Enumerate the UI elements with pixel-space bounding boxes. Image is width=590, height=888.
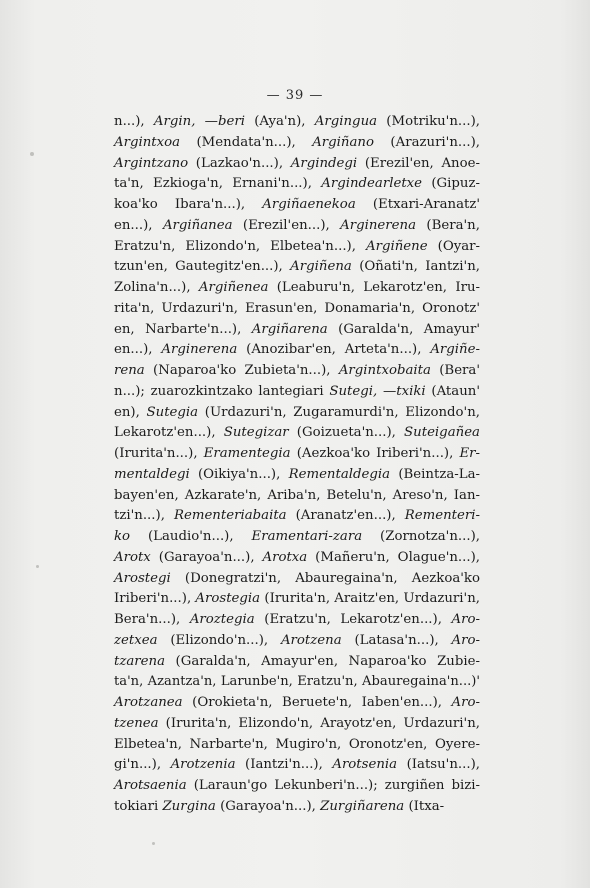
italic-term: Arotsenia bbox=[332, 757, 398, 773]
text-segment: tzi'n...), bbox=[114, 508, 174, 524]
text-segment: (Laraun'go Lekunberi'n...); zurgiñen bizi- bbox=[186, 778, 480, 793]
text-segment: (Goizueta'n...), bbox=[288, 425, 405, 441]
italic-term: Argingua bbox=[314, 114, 378, 129]
text-segment: (Aezkoa'ko Iriberi'n...), bbox=[290, 446, 460, 461]
text-line bbox=[114, 652, 480, 673]
italic-term: mentaldegi bbox=[114, 466, 190, 482]
italic-term: Arotx bbox=[114, 549, 151, 565]
text-segment: (Arazuri'n...), bbox=[374, 134, 481, 150]
italic-term: Arotsaenia bbox=[114, 778, 187, 793]
italic-term: Sutegizar bbox=[223, 425, 289, 441]
text-line bbox=[114, 299, 480, 320]
text-segment: en), bbox=[114, 404, 147, 420]
text-segment: (Bera'n, bbox=[416, 217, 480, 233]
italic-term: Sutegia bbox=[146, 404, 199, 420]
text-segment: Iriberi'n...), bbox=[114, 591, 196, 607]
text-line bbox=[114, 465, 480, 486]
italic-term: Eramentegia bbox=[203, 446, 291, 461]
text-segment: en...), bbox=[114, 342, 162, 358]
text-segment: en...), bbox=[114, 217, 163, 233]
text-segment: Zolina'n...), bbox=[114, 280, 199, 295]
italic-term: Argintxobaita bbox=[338, 363, 431, 378]
text-segment: ta'n, Ezkioga'n, Ernani'n...), bbox=[114, 176, 322, 192]
page-smudge bbox=[152, 842, 155, 845]
text-segment: koa'ko Ibara'n...), bbox=[114, 197, 263, 212]
page-smudge bbox=[36, 565, 39, 568]
body-text bbox=[114, 112, 480, 818]
text-segment: (Zornotza'n...), bbox=[362, 529, 480, 544]
text-segment: (Beintza-La- bbox=[390, 466, 480, 482]
text-segment: ta'n, Azantza'n, Larunbe'n, Eratzu'n, Abauregaina'n...)' bbox=[114, 674, 480, 690]
text-segment: (Leaburu'n, Lekarotz'en, Iru- bbox=[268, 280, 480, 295]
italic-term: Aroztegia bbox=[189, 612, 255, 627]
text-line bbox=[114, 693, 480, 714]
text-segment: (Motriku'n...), bbox=[377, 114, 480, 129]
text-segment: (Erezil'en...), bbox=[232, 217, 341, 233]
text-segment: (Aranatz'en...), bbox=[286, 508, 405, 524]
text-line bbox=[114, 320, 480, 341]
italic-term: Rementeri- bbox=[404, 508, 480, 524]
text-line bbox=[114, 340, 480, 361]
italic-term: Arostegi bbox=[114, 570, 171, 586]
text-segment: (Garalda'n, Amayur'en, Naparoa'ko Zubie- bbox=[165, 653, 480, 669]
text-segment: (Irurita'n...), bbox=[114, 446, 204, 461]
italic-term: Arginerena bbox=[161, 342, 238, 358]
italic-term: Arotzena bbox=[280, 632, 342, 648]
text-segment: (Irurita'n, Araitz'en, Urdazuri'n, bbox=[260, 591, 480, 607]
text-segment: (Iantzi'n...), bbox=[235, 757, 333, 773]
text-line bbox=[114, 278, 480, 299]
text-line bbox=[114, 423, 480, 444]
text-segment: Eratzu'n, Elizondo'n, Elbetea'n...), bbox=[114, 238, 366, 254]
text-line bbox=[114, 776, 480, 797]
text-line bbox=[114, 527, 480, 548]
text-line bbox=[114, 257, 480, 278]
italic-term: Suteigañea bbox=[404, 425, 480, 441]
text-line bbox=[114, 610, 480, 631]
page-number: — 39 — bbox=[266, 88, 324, 103]
italic-term: Rementeriabaita bbox=[173, 508, 287, 524]
text-line bbox=[114, 569, 480, 590]
text-line bbox=[114, 174, 480, 195]
text-segment: (Orokieta'n, Beruete'n, Iaben'en...), bbox=[182, 695, 452, 710]
italic-term: Argiñena bbox=[290, 259, 352, 275]
text-segment: (Laudio'n...), bbox=[130, 529, 252, 544]
italic-term: Aro- bbox=[451, 612, 480, 627]
text-segment: (Donegratzi'n, Abauregaina'n, Aezkoa'ko bbox=[170, 570, 480, 586]
italic-term: Argiñene bbox=[366, 238, 428, 254]
text-line bbox=[114, 672, 480, 693]
text-line bbox=[114, 112, 480, 133]
text-line bbox=[114, 486, 480, 507]
italic-term: Sutegi, —txiki bbox=[329, 383, 426, 399]
italic-term: Aro- bbox=[451, 695, 480, 710]
italic-term: Argiñanea bbox=[162, 217, 233, 233]
italic-term: Er- bbox=[459, 446, 480, 461]
italic-term: zetxea bbox=[114, 632, 158, 648]
text-segment: (Bera' bbox=[430, 363, 480, 378]
text-segment: n...), bbox=[114, 114, 154, 129]
text-segment: (Lazkao'n...), bbox=[188, 155, 291, 171]
text-line bbox=[114, 589, 480, 610]
text-segment: rita'n, Urdazuri'n, Erasun'en, Donamaria'n, Oronotz' bbox=[114, 300, 480, 316]
text-line bbox=[114, 755, 480, 776]
text-line bbox=[114, 506, 480, 527]
italic-term: Argintxoa bbox=[114, 134, 181, 150]
text-segment: (Oikiya'n...), bbox=[189, 466, 289, 482]
italic-term: tzenea bbox=[114, 715, 159, 731]
text-segment: (Aya'n), bbox=[244, 114, 315, 129]
text-segment: (Iatsu'n...), bbox=[397, 757, 480, 773]
italic-term: Argiñe- bbox=[430, 342, 480, 358]
text-segment: (Garayoa'n...), bbox=[150, 549, 263, 565]
page-smudge bbox=[30, 152, 34, 156]
italic-term: Argiñano bbox=[312, 134, 374, 150]
text-segment: (Anozibar'en, Arteta'n...), bbox=[237, 342, 431, 358]
text-segment: Lekarotz'en...), bbox=[114, 425, 224, 441]
italic-term: Arostegia bbox=[195, 591, 261, 607]
italic-term: Arginerena bbox=[340, 217, 417, 233]
italic-term: tzarena bbox=[114, 653, 165, 669]
italic-term: Argiñenea bbox=[198, 280, 269, 295]
text-segment: (Mendata'n...), bbox=[180, 134, 313, 150]
text-segment: (Erezil'en, Anoe- bbox=[357, 155, 480, 171]
text-segment: (Gipuz- bbox=[422, 176, 480, 192]
italic-term: rena bbox=[114, 363, 145, 378]
text-line bbox=[114, 444, 480, 465]
text-line bbox=[114, 735, 480, 756]
text-line bbox=[114, 237, 480, 258]
text-segment: (Elizondo'n...), bbox=[157, 632, 281, 648]
text-segment: (Irurita'n, Elizondo'n, Arayotz'en, Urdazuri'n, bbox=[158, 715, 480, 731]
italic-term: Argindearletxe bbox=[321, 176, 423, 192]
text-line bbox=[114, 361, 480, 382]
text-segment: (Oñati'n, Iantzi'n, bbox=[351, 259, 480, 275]
text-line bbox=[114, 797, 480, 818]
text-segment: bayen'en, Azkarate'n, Ariba'n, Betelu'n, Areso'n, Ian- bbox=[114, 487, 480, 503]
text-line bbox=[114, 631, 480, 652]
italic-term: Rementaldegia bbox=[288, 466, 391, 482]
text-segment: tzun'en, Gautegitz'en...), bbox=[114, 259, 291, 275]
italic-term: Argiñarena bbox=[251, 321, 328, 337]
italic-term: Argindegi bbox=[290, 155, 358, 171]
text-line bbox=[114, 195, 480, 216]
text-segment: (Urdazuri'n, Zugaramurdi'n, Elizondo'n, bbox=[198, 404, 480, 420]
text-line bbox=[114, 403, 480, 424]
text-segment: (Oyar- bbox=[427, 238, 481, 254]
text-segment: (Eratzu'n, Lekarotz'en...), bbox=[254, 612, 452, 627]
text-line bbox=[114, 382, 480, 403]
text-segment: gi'n...), bbox=[114, 757, 171, 773]
text-line bbox=[114, 548, 480, 569]
text-segment: (Itxa- bbox=[404, 798, 445, 814]
text-segment: (Garayoa'n...), bbox=[215, 798, 321, 814]
text-segment: Elbetea'n, Narbarte'n, Mugiro'n, Oronotz'en, Oyere- bbox=[114, 736, 480, 752]
italic-term: Arotzenia bbox=[170, 757, 236, 773]
text-segment: (Naparoa'ko Zubieta'n...), bbox=[144, 363, 339, 378]
text-segment: en, Narbarte'n...), bbox=[114, 321, 252, 337]
italic-term: Eramentari-zara bbox=[251, 529, 363, 544]
text-segment: (Mañeru'n, Olague'n...), bbox=[307, 549, 481, 565]
italic-term: Zurgiñarena bbox=[320, 798, 405, 814]
text-segment: Bera'n...), bbox=[114, 612, 190, 627]
text-segment: (Garalda'n, Amayur' bbox=[327, 321, 481, 337]
text-segment: tokiari bbox=[114, 798, 163, 814]
text-line bbox=[114, 216, 480, 237]
text-line bbox=[114, 714, 480, 735]
italic-term: Argiñaenekoa bbox=[262, 197, 356, 212]
italic-term: Zurgina bbox=[162, 798, 216, 814]
italic-term: Aro- bbox=[451, 632, 481, 648]
italic-term: ko bbox=[114, 529, 131, 544]
text-line bbox=[114, 154, 480, 175]
italic-term: Arotxa bbox=[262, 549, 308, 565]
text-segment: (Etxari-Aranatz' bbox=[355, 197, 481, 212]
text-segment: n...); zuarozkintzako lantegiari bbox=[114, 383, 330, 399]
italic-term: Argintzano bbox=[114, 155, 189, 171]
text-segment: (Latasa'n...), bbox=[341, 632, 452, 648]
text-line bbox=[114, 133, 480, 154]
italic-term: Argin, —beri bbox=[153, 114, 245, 129]
text-segment: (Ataun' bbox=[425, 383, 480, 399]
italic-term: Arotzanea bbox=[114, 695, 183, 710]
